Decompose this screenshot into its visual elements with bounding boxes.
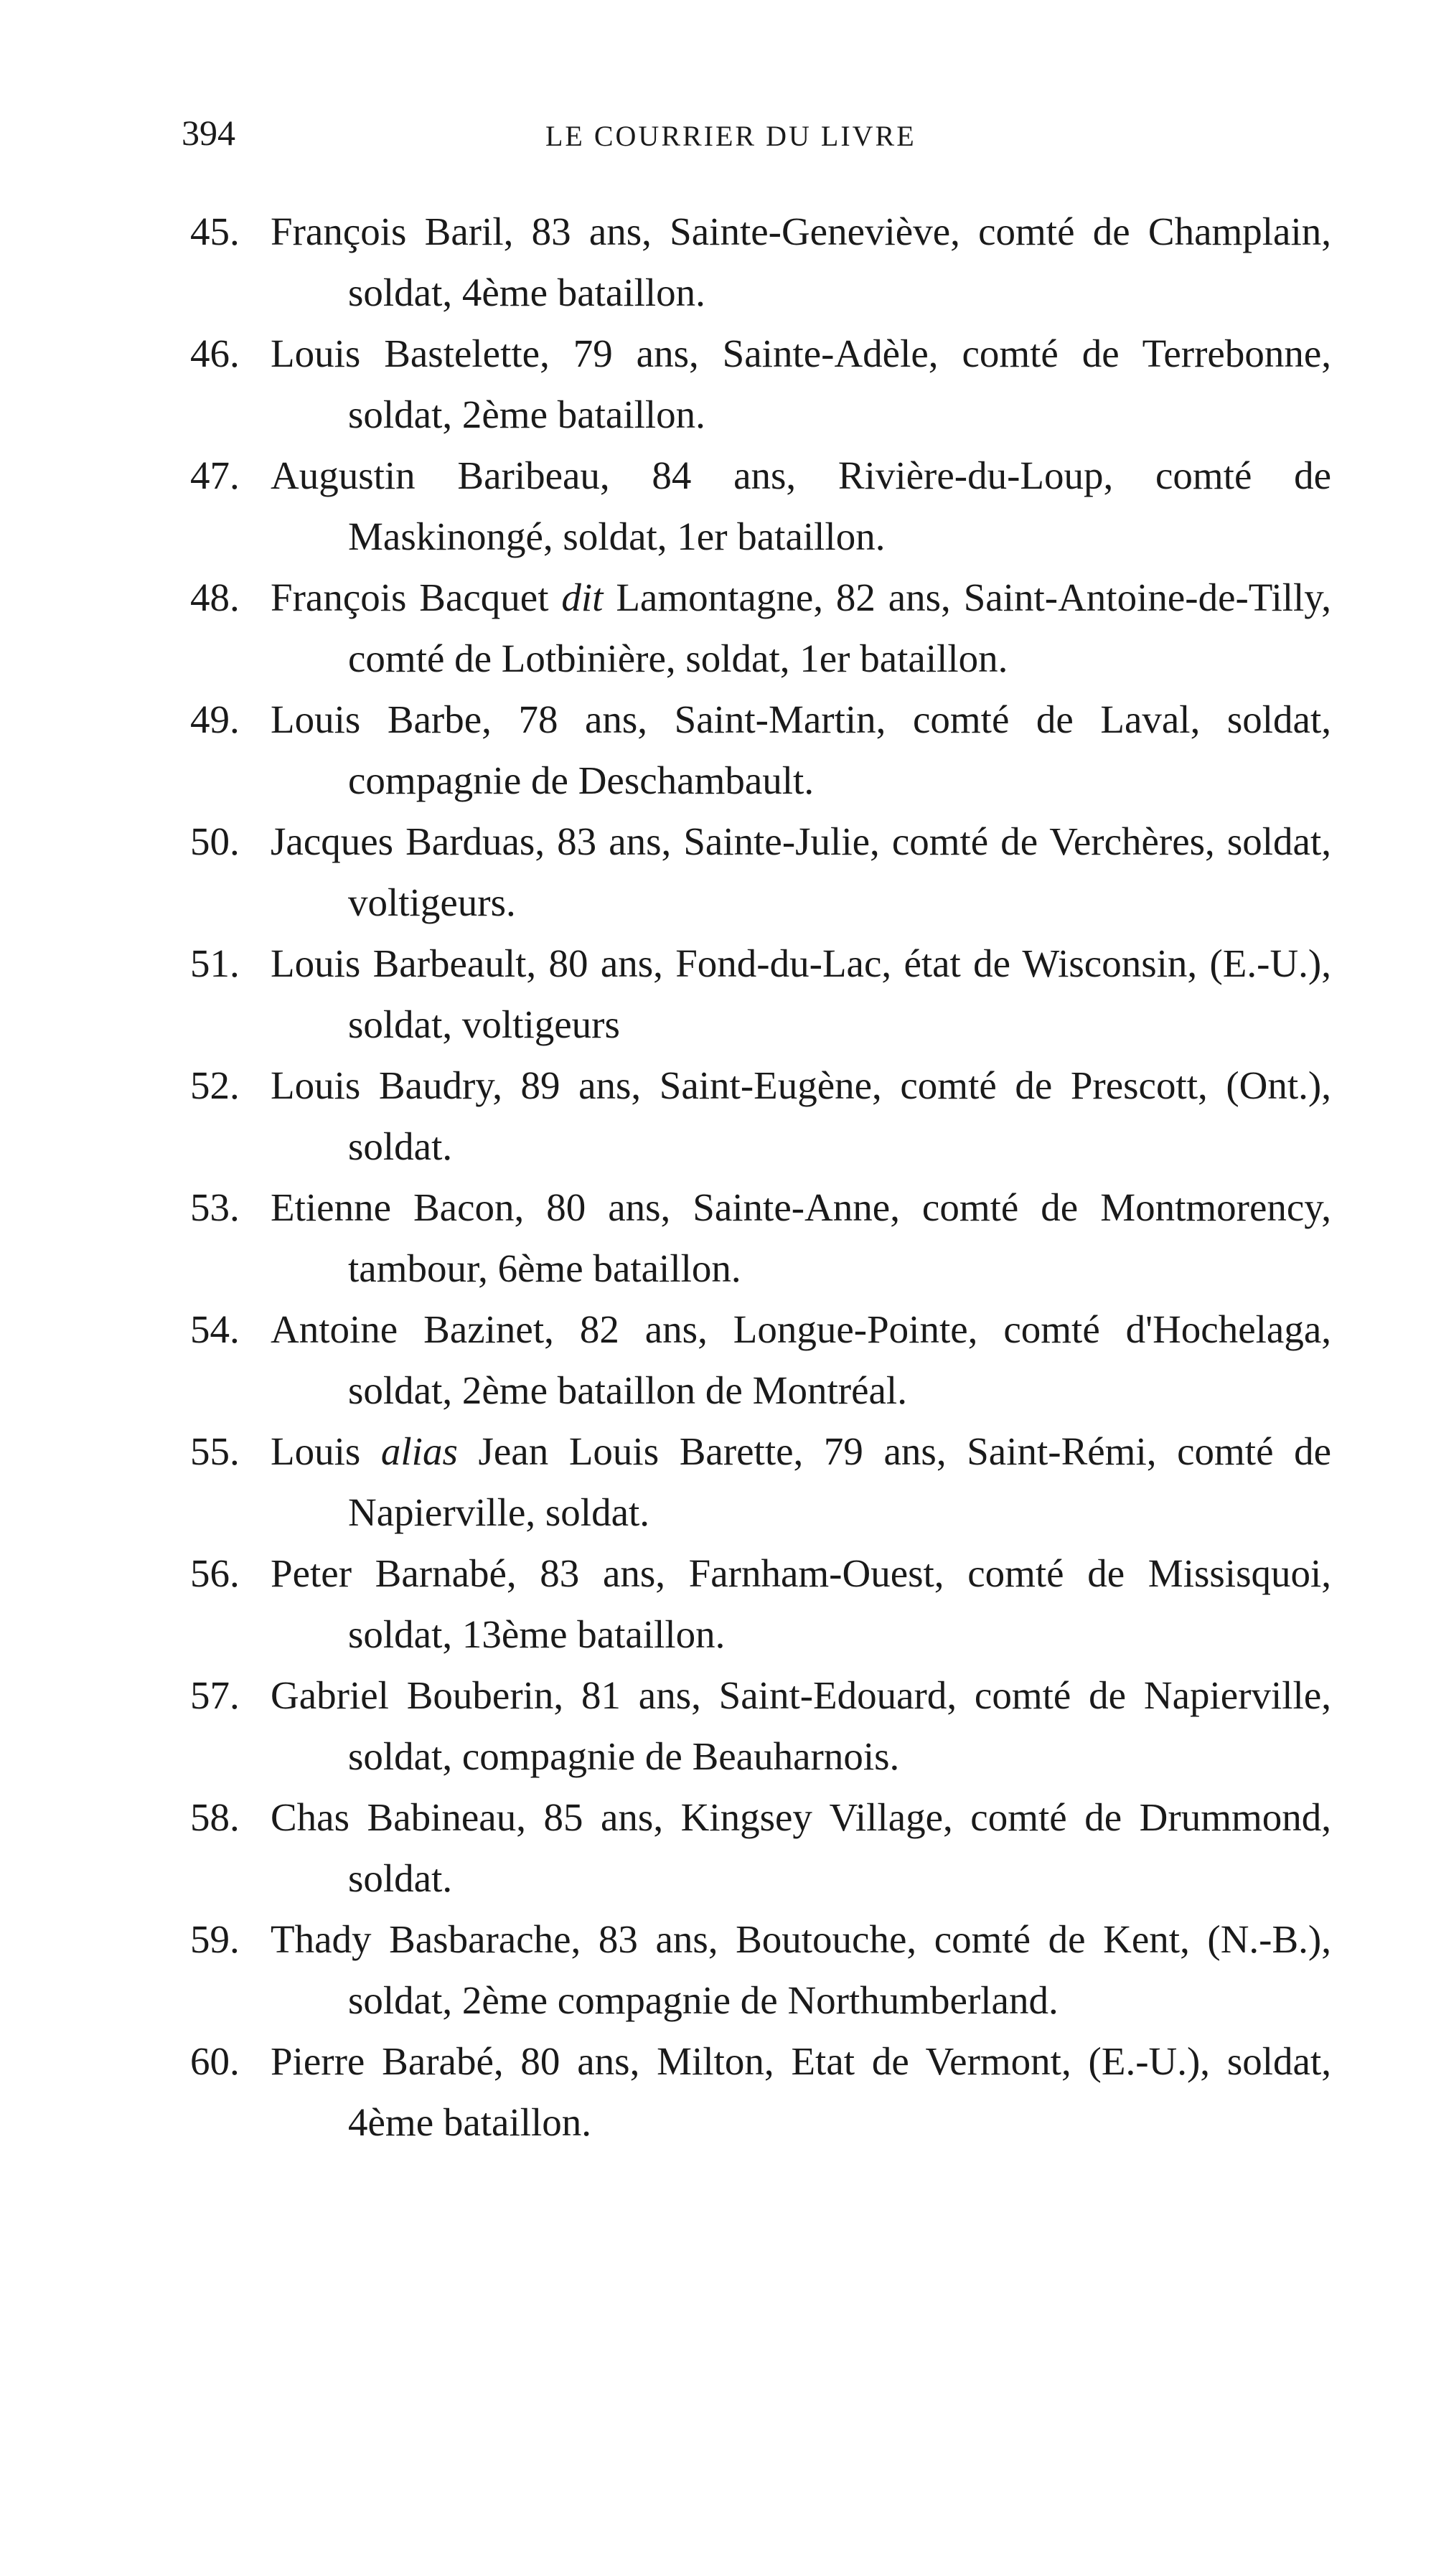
entry-number: 51. xyxy=(190,941,240,985)
entry-number: 45. xyxy=(190,210,240,253)
entry-text-part: Lamontagne, 82 ans, Saint-Antoine-de-Tilly, comté de Lotbinière, soldat, 1er bataillon. xyxy=(348,575,1331,680)
list-item xyxy=(190,1665,1331,1787)
entry-text: François Baril, 83 ans, Sainte-Geneviève, comté de Champlain, soldat, 4ème bataillon. xyxy=(271,210,1331,314)
list-item xyxy=(190,1055,1331,1177)
list-item xyxy=(190,933,1331,1055)
entry-number: 56. xyxy=(190,1551,240,1595)
list-item xyxy=(190,1787,1331,1909)
list-item xyxy=(190,1543,1331,1665)
entry-text xyxy=(271,567,1331,689)
entry-number: 46. xyxy=(190,332,240,375)
entry-text: Thady Basbarache, 83 ans, Boutouche, comté de Kent, (N.-B.), soldat, 2ème compagnie de Northumberland. xyxy=(271,1917,1331,2022)
entry-text xyxy=(271,1421,1331,1543)
running-head: LE COURRIER DU LIVRE xyxy=(545,120,916,152)
entry-text: Peter Barnabé, 83 ans, Farnham-Ouest, comté de Missisquoi, soldat, 13ème bataillon. xyxy=(271,1551,1331,1656)
entry-number: 60. xyxy=(190,2039,240,2083)
entry-text: Antoine Bazinet, 82 ans, Longue-Pointe, comté d'Hochelaga, soldat, 2ème bataillon de Montréal. xyxy=(271,1307,1331,1412)
list-item xyxy=(190,1299,1331,1421)
entry-text-italic: dit xyxy=(561,575,604,619)
page-number: 394 xyxy=(182,113,235,153)
entry-text-italic: alias xyxy=(380,1429,458,1473)
entry-number: 50. xyxy=(190,819,240,863)
list-item xyxy=(190,567,1331,689)
list-item xyxy=(190,811,1331,933)
entry-text-part: Jean Louis Barette, 79 ans, Saint-Rémi, comté de Napierville, soldat. xyxy=(348,1429,1332,1534)
list-item xyxy=(190,2031,1331,2153)
list-item xyxy=(190,689,1331,811)
entry-number: 55. xyxy=(190,1429,240,1473)
entry-text-part: François Bacquet xyxy=(271,575,562,619)
entry-number: 52. xyxy=(190,1063,240,1107)
list-item xyxy=(190,201,1331,323)
list-item xyxy=(190,1909,1331,2031)
entry-text: Chas Babineau, 85 ans, Kingsey Village, comté de Drummond, soldat. xyxy=(271,1795,1331,1900)
entry-text: Louis Bastelette, 79 ans, Sainte-Adèle, comté de Terrebonne, soldat, 2ème bataillon. xyxy=(271,332,1331,436)
list-item xyxy=(190,1421,1331,1543)
entry-text: Louis Barbe, 78 ans, Saint-Martin, comté de Laval, soldat, compagnie de Deschambault. xyxy=(271,697,1331,802)
entry-list xyxy=(190,201,1331,2153)
entry-number: 57. xyxy=(190,1673,240,1717)
list-item xyxy=(190,445,1331,567)
entry-text: Augustin Baribeau, 84 ans, Rivière-du-Loup, comté de Maskinongé, soldat, 1er bataillon. xyxy=(271,453,1331,558)
entry-text: Jacques Barduas, 83 ans, Sainte-Julie, comté de Verchères, soldat, voltigeurs. xyxy=(271,819,1331,924)
entry-text: Pierre Barabé, 80 ans, Milton, Etat de Vermont, (E.-U.), soldat, 4ème bataillon. xyxy=(271,2039,1331,2144)
entry-text: Louis Barbeault, 80 ans, Fond-du-Lac, état de Wisconsin, (E.-U.), soldat, voltigeurs xyxy=(271,941,1331,1046)
entry-number: 53. xyxy=(190,1185,240,1229)
entry-number: 49. xyxy=(190,697,240,741)
list-item xyxy=(190,323,1331,445)
entry-text-part: Louis xyxy=(271,1429,381,1473)
entry-number: 54. xyxy=(190,1307,240,1351)
entry-number: 58. xyxy=(190,1795,240,1839)
entry-text: Gabriel Bouberin, 81 ans, Saint-Edouard, comté de Napierville, soldat, compagnie de Beauharnois. xyxy=(271,1673,1331,1778)
entry-text: Etienne Bacon, 80 ans, Sainte-Anne, comté de Montmorency, tambour, 6ème bataillon. xyxy=(271,1185,1331,1290)
entry-number: 59. xyxy=(190,1917,240,1961)
entry-number: 47. xyxy=(190,453,240,497)
list-item xyxy=(190,1177,1331,1299)
entry-number: 48. xyxy=(190,575,240,619)
entry-text: Louis Baudry, 89 ans, Saint-Eugène, comté de Prescott, (Ont.), soldat. xyxy=(271,1063,1331,1168)
